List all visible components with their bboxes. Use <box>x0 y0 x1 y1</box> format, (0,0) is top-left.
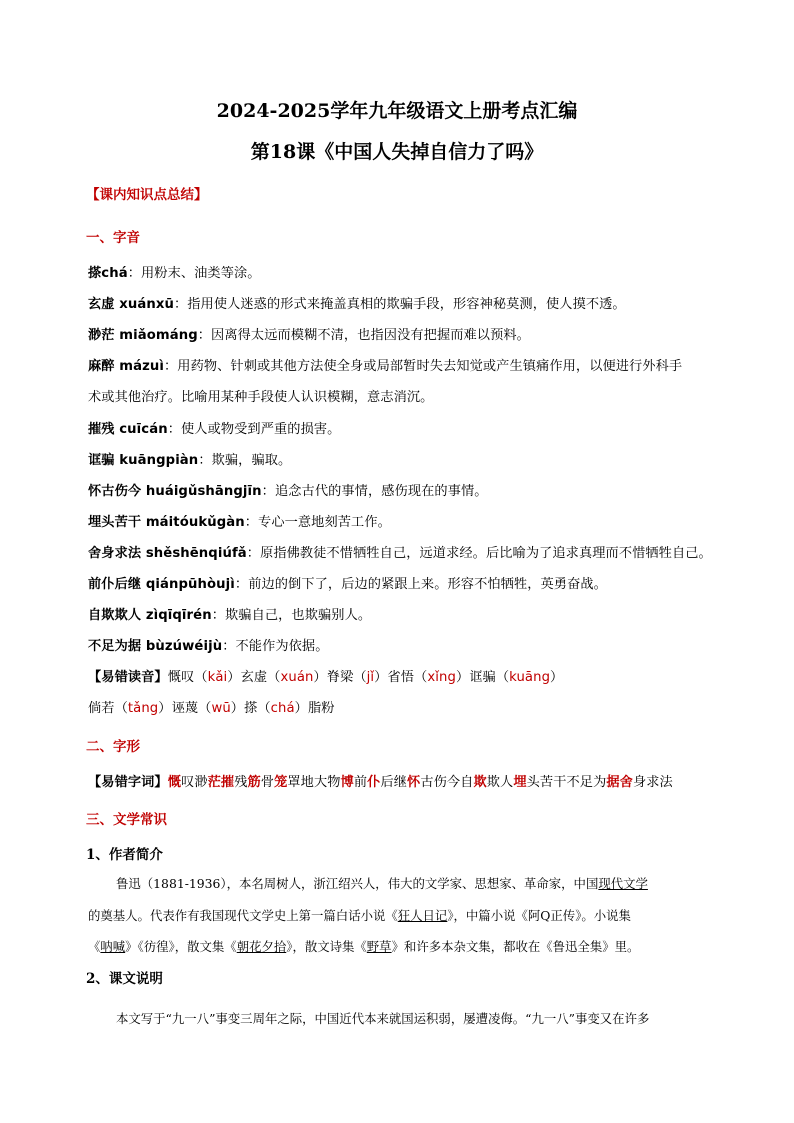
vocab-entry <box>88 480 488 499</box>
error-character-highlight: 茫 <box>207 775 221 790</box>
vocab-word: 诓骗 kuāngpiàn <box>88 453 199 468</box>
text-subheading: 2、课文说明 <box>86 971 163 987</box>
vocab-word: 不足为据 bùzúwéijù <box>88 639 223 654</box>
error-character-text: 残 <box>234 775 248 790</box>
vocab-entry <box>88 418 340 437</box>
error-characters-line <box>88 771 673 790</box>
error-character-highlight: 摧 <box>220 775 235 790</box>
vocab-word: 自欺欺人 zìqīqīrén <box>88 608 212 623</box>
author-paragraph-line-1: 鲁迅（1881-1936），本名周树人，浙江绍兴人，伟大的文学家、思想家、革命家，中国现代文学 <box>116 876 648 891</box>
error-item: 玄虚（xuán） <box>240 670 327 685</box>
vocab-definition: ：专心一意地刻苦工作。 <box>244 515 391 530</box>
section-heading-pronunciation: 一、字音 <box>86 230 140 246</box>
vocab-entry <box>88 573 607 592</box>
vocab-word: 搽chá <box>88 266 128 281</box>
error-character-text: 古伤今自 <box>420 775 474 790</box>
error-character-text: 罩地大物 <box>287 775 341 790</box>
error-character-text: 后继 <box>380 775 408 790</box>
error-character-text: 头苦干不足为 <box>526 775 607 790</box>
vocab-word: 玄虚 xuánxū <box>88 297 174 312</box>
vocab-definition: ：用粉末、油类等涂。 <box>127 266 261 281</box>
vocab-entry <box>88 355 682 374</box>
error-item: 省悟（xǐng） <box>387 670 470 685</box>
vocab-definition: ：原指佛教徒不惜牺牲自己，远道求经。后比喻为了追求真理而不惜牺牲自己。 <box>246 546 712 561</box>
error-characters-label: 【易错字词】 <box>88 775 168 790</box>
vocab-definition: ：前边的倒下了，后边的紧跟上来。形容不怕牺牲，英勇奋战。 <box>234 577 607 592</box>
error-character-highlight: 埋 <box>513 775 527 790</box>
text-paragraph-line-1: 本文写于“九一八”事变三周年之际，中国近代本来就国运积弱，屡遭凌侮。“九一八”事变又在许多 <box>116 1011 650 1026</box>
error-character-text: 骨 <box>260 775 275 790</box>
error-character-highlight: 据舍 <box>606 775 633 790</box>
vocab-entry <box>88 542 712 561</box>
vocab-definition: ：指用使人迷惑的形式来掩盖真相的欺骗手段，形容神秘莫测，使人摸不透。 <box>173 297 626 312</box>
summary-heading: 【课内知识点总结】 <box>86 187 208 203</box>
error-characters <box>168 775 673 790</box>
vocab-word: 前仆后继 qiánpūhòujì <box>88 577 235 592</box>
error-pronunciation-line-1 <box>88 666 563 685</box>
error-character-text: 前 <box>353 775 368 790</box>
error-item: 诓骗（kuāng） <box>469 670 564 685</box>
error-character-text: 叹渺 <box>181 775 208 790</box>
vocab-entry <box>88 635 329 654</box>
error-item: 脊梁（jǐ） <box>326 670 388 685</box>
error-item: 诬蔑（wū） <box>171 701 245 716</box>
vocab-entry <box>88 449 291 468</box>
vocab-word: 怀古伤今 huáigǔshāngjīn <box>88 484 262 499</box>
vocab-word: 舍身求法 shěshēnqiúfǎ <box>88 546 247 561</box>
error-item: 倘若（tǎng） <box>88 701 172 716</box>
vocab-entry-continued <box>88 386 433 405</box>
error-item: 搽（chá）脂粉 <box>244 701 335 716</box>
error-character-highlight: 仆 <box>367 775 381 790</box>
vocab-definition: 术或其他治疗。比喻用某种手段使人认识模糊，意志消沉。 <box>88 390 434 405</box>
document-title: 2024-2025学年九年级语文上册考点汇编 <box>216 100 578 122</box>
vocab-definition: ：使人或物受到严重的损害。 <box>167 422 341 437</box>
vocab-definition: ：追念古代的事情，感伤现在的事情。 <box>261 484 488 499</box>
vocab-entry <box>88 262 261 281</box>
section-heading-glyph: 二、字形 <box>86 739 140 755</box>
error-item: 慨叹（kǎi） <box>167 670 241 685</box>
error-character-highlight: 慨 <box>167 775 182 790</box>
vocab-definition: ：欺骗，骗取。 <box>198 453 292 468</box>
error-character-highlight: 怀 <box>407 775 421 790</box>
error-character-text: 欺人 <box>486 775 514 790</box>
vocab-entry <box>88 324 530 343</box>
vocab-entry <box>88 511 391 530</box>
author-paragraph-line-3: 《呐喊》《彷徨》，散文集《朝花夕拾》，散文诗集《野草》和许多本杂文集，都收在《鲁迅全集》里。 <box>88 939 640 954</box>
error-pronunciation-line-2 <box>88 697 335 716</box>
vocab-definition: ：因离得太远而模糊不清，也指因没有把握而难以预料。 <box>197 328 530 343</box>
vocab-definition: ：欺骗自己，也欺骗别人。 <box>211 608 372 623</box>
error-character-highlight: 笼 <box>274 775 288 790</box>
vocab-definition: ：不能作为依据。 <box>222 639 329 654</box>
vocab-entry <box>88 293 626 312</box>
vocab-word: 摧残 cuīcán <box>88 422 168 437</box>
author-paragraph-line-2: 的奠基人。代表作有我国现代文学史上第一篇白话小说《狂人日记》，中篇小说《阿Q正传》。小说集 <box>88 908 631 923</box>
error-character-highlight: 欺 <box>473 775 487 790</box>
error-character-text: 身求法 <box>632 775 673 790</box>
vocab-word: 渺茫 miǎománg <box>88 328 198 343</box>
author-subheading: 1、作者简介 <box>86 847 163 863</box>
error-pronunciation-label: 【易错读音】 <box>88 670 168 685</box>
error-character-highlight: 筋 <box>247 775 261 790</box>
vocab-entry <box>88 604 371 623</box>
lesson-title: 第18课《中国人失掉自信力了吗》 <box>250 141 544 163</box>
vocab-word: 埋头苦干 máitóukǔgàn <box>88 515 245 530</box>
error-character-highlight: 博 <box>340 775 354 790</box>
section-heading-literature: 三、文学常识 <box>86 812 167 828</box>
vocab-definition: ：用药物、针刺或其他方法使全身或局部暂时失去知觉或产生镇痛作用，以便进行外科手 <box>164 359 683 374</box>
vocab-word: 麻醉 mázuì <box>88 359 164 374</box>
